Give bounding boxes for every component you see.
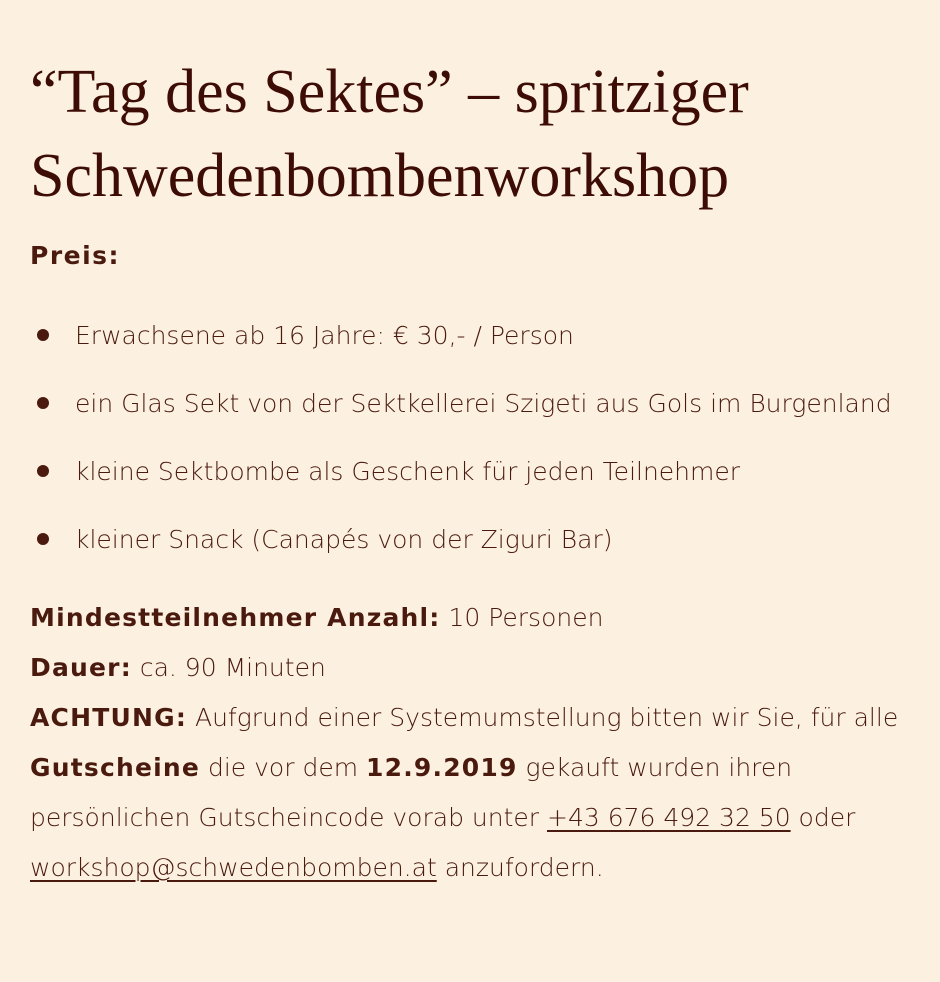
list-item-text: kleiner Snack (Canapés von der Ziguri Bar) — [75, 525, 613, 554]
workshop-details — [30, 593, 910, 893]
notice-text-3: gekauft wurden ihren persönlichen Gutscheincode vorab unter — [30, 753, 793, 832]
page-title-line-2: Schwedenbombenworkshop — [30, 142, 730, 210]
list-item — [30, 310, 910, 361]
list-item-text: ein Glas Sekt von der Sektkellerei Szigeti aus Gols im Burgenland — [75, 389, 892, 418]
price-label: Preis: — [30, 241, 121, 270]
bullet-icon — [37, 465, 49, 477]
notice-vouchers: Gutscheine — [30, 753, 201, 782]
min-participants-row — [30, 593, 910, 643]
list-item-text: Erwachsene ab 16 Jahre: € 30,- / Person — [75, 321, 574, 350]
page-title — [30, 0, 910, 218]
notice-text-4: oder — [790, 803, 856, 832]
price-feature-list — [30, 310, 910, 565]
min-participants-value: 10 Personen — [440, 603, 604, 632]
page-title-line-1: “Tag des Sektes” – spritziger — [30, 58, 749, 126]
duration-row — [30, 643, 910, 693]
list-item — [30, 446, 910, 497]
duration-value: ca. 90 Minuten — [131, 653, 326, 682]
min-participants-label: Mindestteilnehmer Anzahl: — [30, 603, 441, 632]
notice-text-5: anzufordern. — [436, 853, 604, 882]
list-item — [30, 378, 910, 429]
list-item — [30, 514, 910, 565]
email-link[interactable]: workshop@schwedenbomben.at — [30, 853, 437, 882]
notice-paragraph — [30, 693, 910, 893]
duration-label: Dauer: — [30, 653, 132, 682]
notice-date: 12.9.2019 — [366, 753, 518, 782]
bullet-icon — [37, 329, 49, 341]
notice-text-2: die vor dem — [200, 753, 367, 782]
bullet-icon — [37, 533, 49, 545]
phone-link[interactable]: +43 676 492 32 50 — [547, 803, 791, 832]
bullet-icon — [37, 397, 49, 409]
list-item-text: kleine Sektbombe als Geschenk für jeden Teilnehmer — [75, 457, 741, 486]
notice-text-1: Aufgrund einer Systemumstellung bitten wir Sie, für alle — [187, 703, 899, 732]
notice-label: ACHTUNG: — [30, 703, 188, 732]
